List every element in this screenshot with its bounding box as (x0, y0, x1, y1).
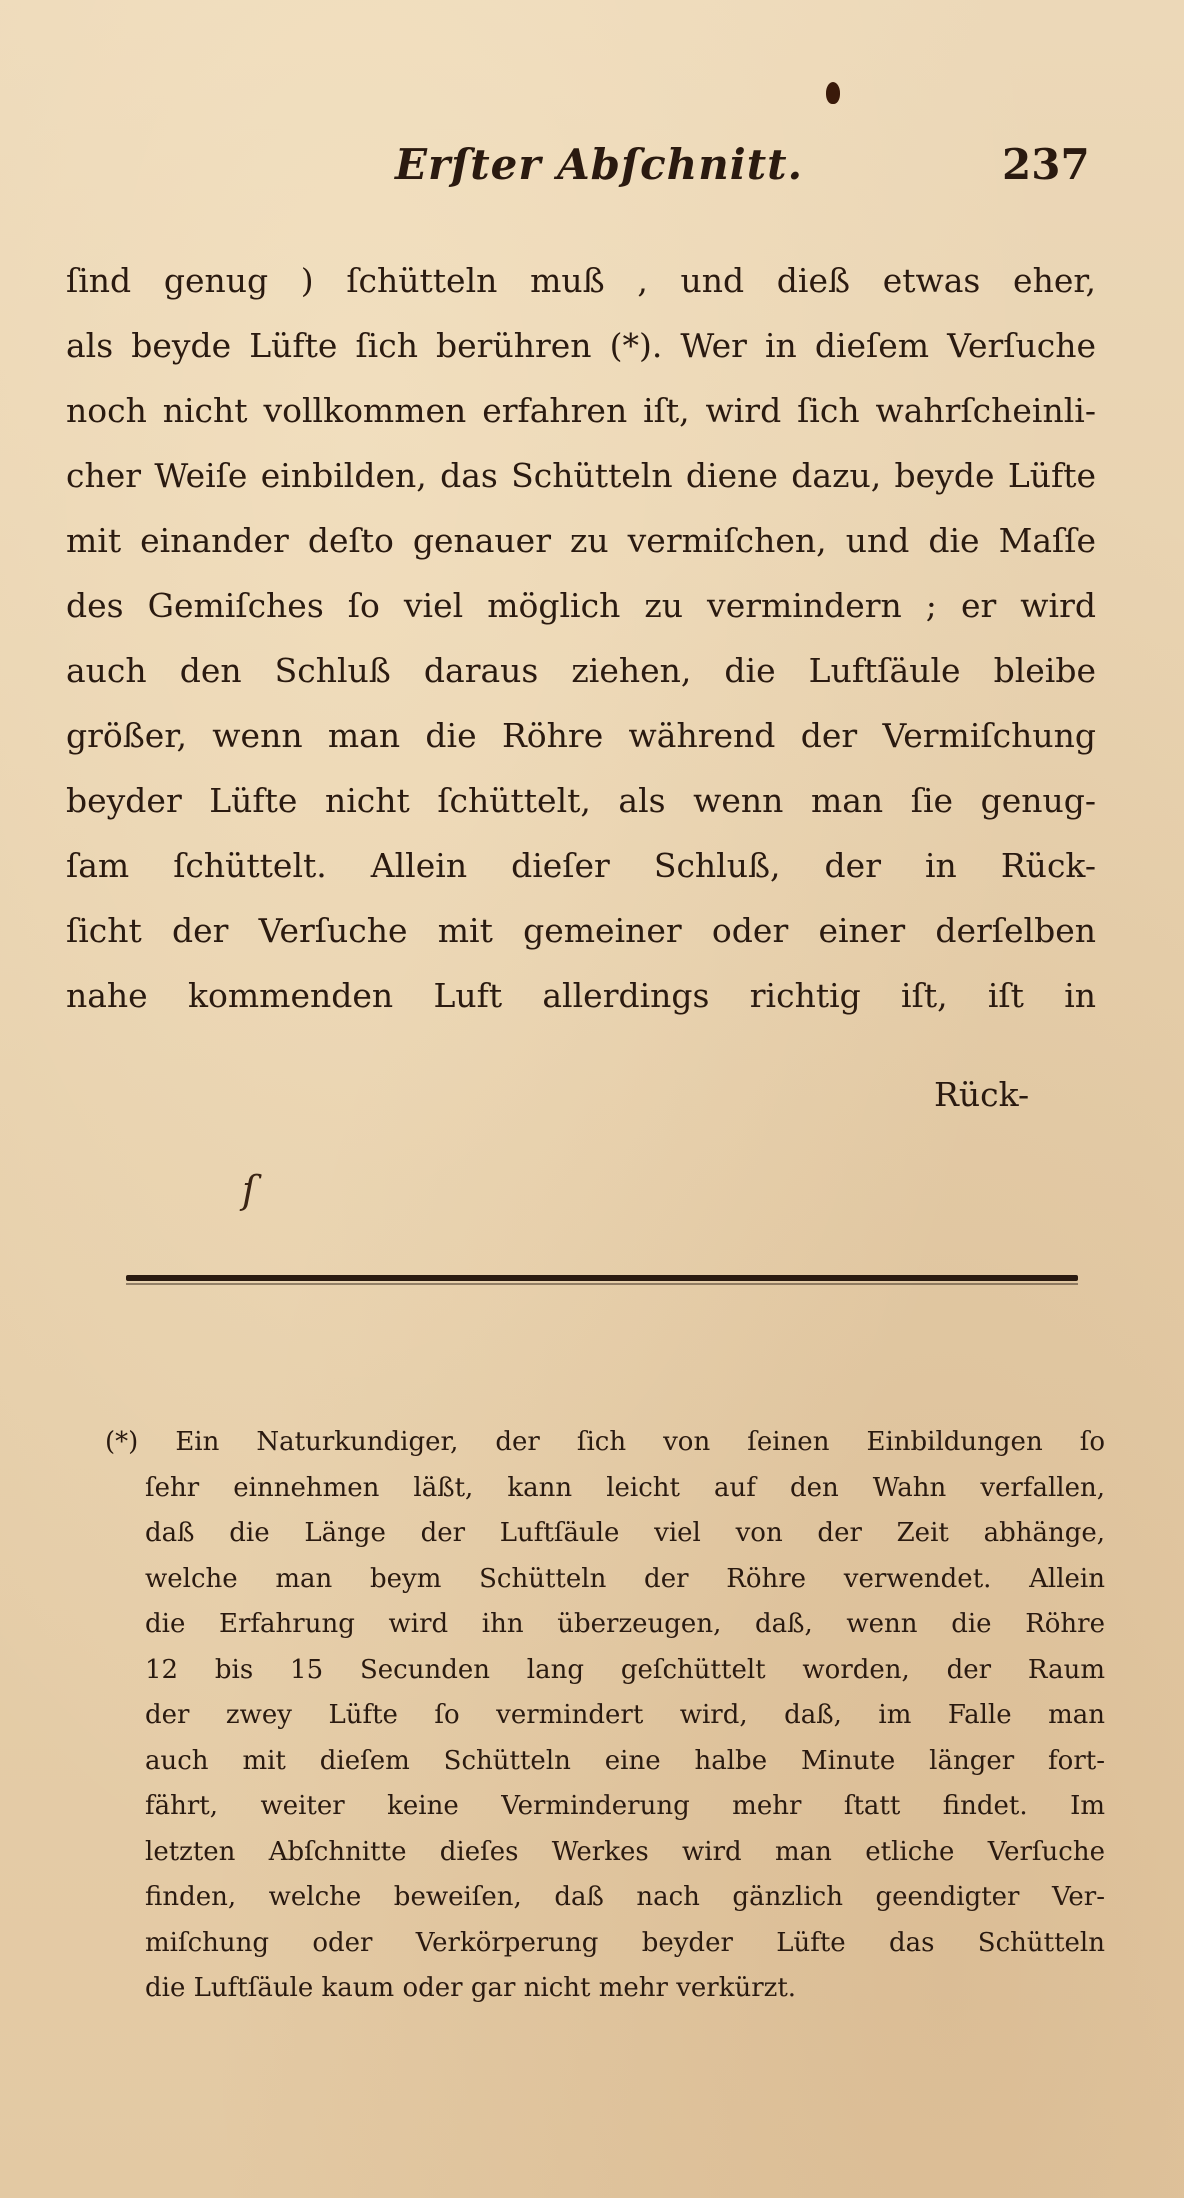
footnote-line: fährt, weiter keine Verminderung mehr ſtatt findet. Im (145, 1791, 1105, 1821)
text-line: des Gemiſches ſo viel möglich zu vermindern ; er wird (66, 586, 1096, 625)
footnote-line: letzten Abſchnitte dieſes Werkes wird man etliche Verſuche (145, 1836, 1105, 1867)
footnote-separator-underline (126, 1283, 1078, 1285)
text-line: noch nicht vollkommen erfahren iſt, wird ſich wahrſcheinli- (66, 391, 1096, 430)
text-line: beyder Lüfte nicht ſchüttelt, als wenn man ſie genug- (66, 781, 1096, 820)
footnote-line: die Luftſäule kaum oder gar nicht mehr verkürzt. (145, 1973, 797, 2003)
text-line: nahe kommenden Luft allerdings richtig iſt, iſt in (66, 976, 1096, 1015)
text-line: größer, wenn man die Röhre während der Vermiſchung (66, 716, 1096, 755)
text-line: ſind genug ) ſchütteln muß , und dieß etwas eher, (66, 261, 1096, 300)
text-line: ſam ſchüttelt. Allein dieſer Schluß, der in Rück- (66, 846, 1096, 885)
footnote-line: (*) Ein Naturkundiger, der ſich von ſeinen Einbildungen ſo (105, 1427, 1105, 1457)
footnote-line: miſchung oder Verkörperung beyder Lüfte das Schütteln (145, 1927, 1105, 1958)
text-line: ſicht der Verſuche mit gemeiner oder einer derſelben (66, 911, 1096, 950)
running-title: Erſter Abſchnitt. (395, 140, 804, 189)
footnote-line: der zwey Lüfte ſo vermindert wird, daß, im Falle man (145, 1700, 1105, 1730)
text-line: als beyde Lüfte ſich berühren (*). Wer in dieſem Verſuche (66, 326, 1096, 365)
text-line: cher Weiſe einbilden, das Schütteln diene dazu, beyde Lüfte (66, 456, 1096, 495)
main-body-text (66, 248, 1096, 1028)
stray-ink-mark: ſ (242, 1168, 257, 1212)
footnote-line: 12 bis 15 Secunden lang geſchüttelt worden, der Raum (145, 1654, 1105, 1685)
footnote-line: die Erfahrung wird ihn überzeugen, daß, wenn die Röhre (145, 1609, 1105, 1639)
footnote-line: ſehr einnehmen läßt, kann leicht auf den Wahn verfallen, (145, 1472, 1105, 1503)
footnote-line: auch mit dieſem Schütteln eine halbe Minute länger fort- (145, 1745, 1105, 1776)
text-line: auch den Schluß daraus ziehen, die Luftſäule bleibe (66, 651, 1096, 690)
page-header (0, 140, 1184, 210)
catchword: Rück- (934, 1075, 1030, 1114)
text-line: mit einander deſto genauer zu vermiſchen, und die Maſſe (66, 521, 1096, 560)
page-number: 237 (1002, 140, 1090, 189)
ink-blot (826, 82, 840, 104)
footnote-line: daß die Länge der Luftſäule viel von der Zeit abhänge, (145, 1518, 1105, 1548)
footnote-separator-rule (126, 1275, 1078, 1281)
footnote (105, 1420, 1105, 2012)
footnote-line: welche man beym Schütteln der Röhre verwendet. Allein (145, 1563, 1105, 1594)
footnote-line: finden, welche beweiſen, daß nach gänzlich geendigter Ver- (145, 1882, 1105, 1912)
